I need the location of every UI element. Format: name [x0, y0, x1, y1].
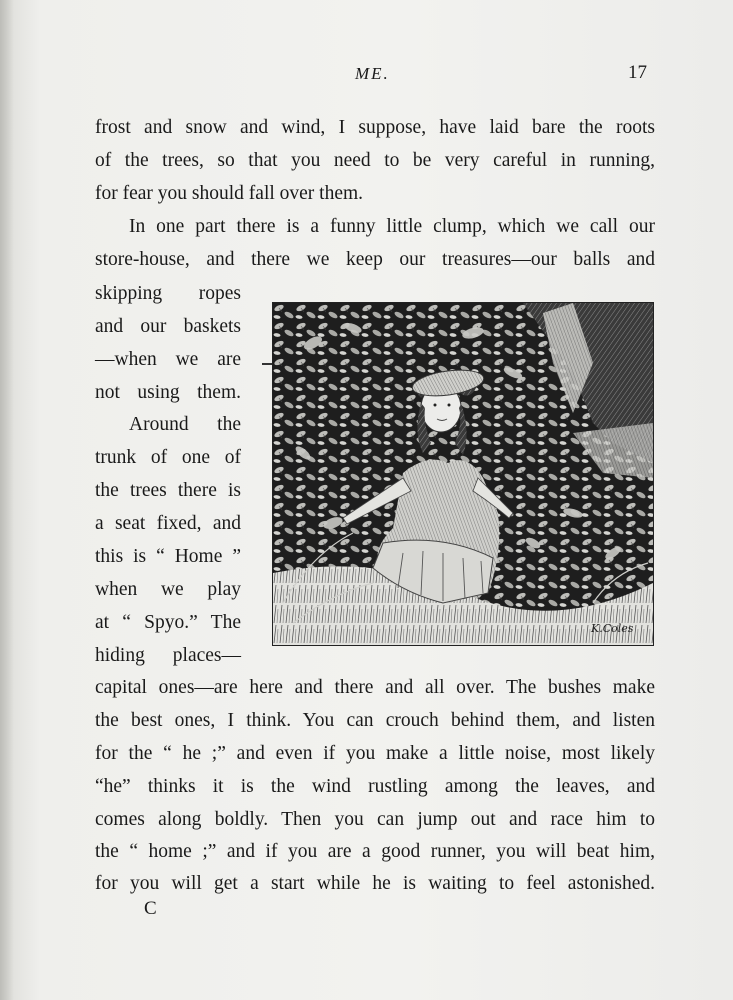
text-line: the trees there is: [95, 480, 241, 501]
text-line: capital ones—are here and there and all over. The bushes make: [95, 677, 655, 698]
text-line: trunk of one of: [95, 447, 241, 468]
girl-in-bushes-engraving: [273, 303, 653, 645]
text-line: when we play: [95, 579, 241, 600]
text-line: skipping ropes: [95, 283, 241, 304]
running-head: [0, 62, 733, 88]
text-line: hiding places—: [95, 645, 241, 666]
text-line: and our baskets: [95, 316, 241, 337]
text-line: a seat fixed, and: [95, 513, 241, 534]
text-line: at “ Spyo.” The: [95, 612, 241, 633]
signature-mark: C: [144, 898, 157, 919]
text-line: In one part there is a funny little clump, which we call our: [129, 216, 655, 237]
text-line: for the “ he ;” and even if you make a little noise, most likely: [95, 743, 655, 764]
text-line: of the trees, so that you need to be very careful in running,: [95, 150, 655, 171]
text-line: for you will get a start while he is waiting to feel astonished.: [95, 873, 655, 894]
text-line: this is “ Home ”: [95, 546, 241, 567]
text-line: “he” thinks it is the wind rustling among the leaves, and: [95, 776, 655, 797]
margin-mark: [262, 363, 272, 365]
engraving-illustration: [272, 302, 654, 646]
page-gutter-shadow: [0, 0, 14, 1000]
artist-signature: [591, 619, 633, 637]
text-line: for fear you should fall over them.: [95, 183, 364, 204]
artist-signature-text: K.Coles: [591, 622, 634, 635]
text-line: —when we are: [95, 349, 241, 370]
running-title: ME.: [355, 64, 390, 83]
text-line: frost and snow and wind, I suppose, have laid bare the roots: [95, 117, 655, 138]
text-line: not using them.: [95, 382, 241, 403]
text-line: store-house, and there we keep our treasures—our balls and: [95, 249, 655, 270]
text-line: the “ home ;” and if you are a good runner, you will beat him,: [95, 841, 655, 862]
page-number: 17: [628, 62, 647, 83]
text-line: the best ones, I think. You can crouch behind them, and listen: [95, 710, 655, 731]
text-line: comes along boldly. Then you can jump out and race him to: [95, 809, 655, 830]
text-line: Around the: [129, 414, 241, 435]
